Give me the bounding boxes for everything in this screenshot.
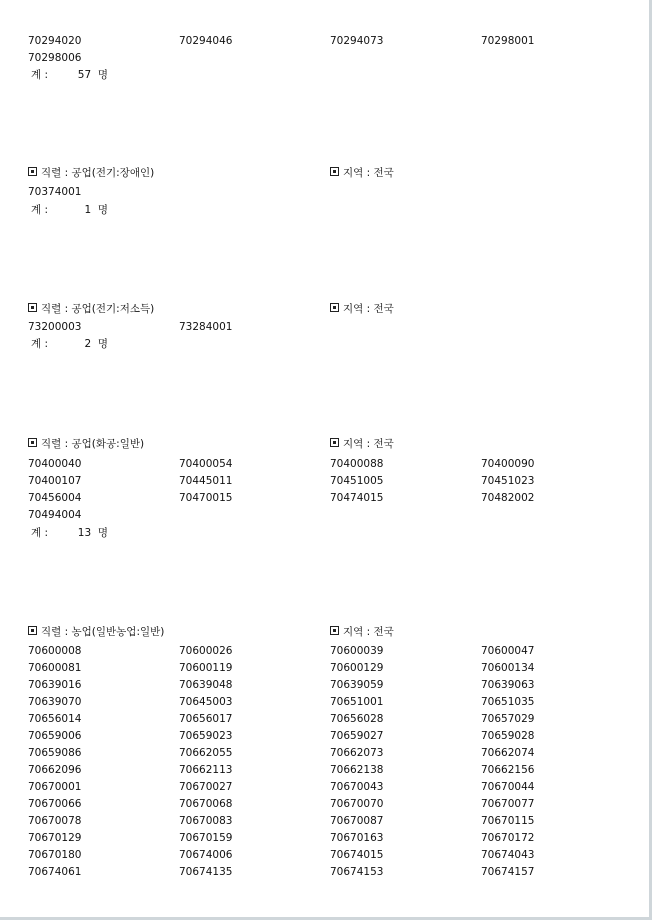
total-count: 2 명 [84, 338, 108, 350]
applicant-id: 70670129 [28, 832, 82, 844]
applicant-id: 70670044 [481, 781, 535, 793]
applicant-id: 70400054 [179, 458, 233, 470]
applicant-id: 70670087 [330, 815, 384, 827]
square-bullet-icon [330, 167, 339, 176]
applicant-id: 70400107 [28, 475, 82, 487]
applicant-id: 70670159 [179, 832, 233, 844]
applicant-id: 70451023 [481, 475, 535, 487]
square-bullet-icon [28, 167, 37, 176]
applicant-id: 70600129 [330, 662, 384, 674]
applicant-id: 70294046 [179, 35, 233, 47]
applicant-id: 70662113 [179, 764, 233, 776]
applicant-id: 70639016 [28, 679, 82, 691]
applicant-id: 70639059 [330, 679, 384, 691]
applicant-id: 73284001 [179, 321, 233, 333]
applicant-id: 70639070 [28, 696, 82, 708]
applicant-id: 70651035 [481, 696, 535, 708]
id-list [28, 33, 608, 67]
applicant-id: 70674061 [28, 866, 82, 878]
total-row [28, 67, 608, 84]
section-header [28, 165, 608, 181]
job-label: 직렬 : 공업(전기:저소득) [28, 301, 154, 317]
applicant-id: 70656017 [179, 713, 233, 725]
applicant-id: 70600047 [481, 645, 535, 657]
square-bullet-icon [28, 626, 37, 635]
job-label: 직렬 : 농업(일반농업:일반) [28, 624, 164, 640]
applicant-id: 70657029 [481, 713, 535, 725]
applicant-id: 70662096 [28, 764, 82, 776]
applicant-id: 70294073 [330, 35, 384, 47]
applicant-id: 70600119 [179, 662, 233, 674]
id-list [28, 643, 608, 881]
total-row [28, 202, 608, 219]
applicant-id: 70662156 [481, 764, 535, 776]
applicant-id: 70662055 [179, 747, 233, 759]
applicant-id: 70470015 [179, 492, 233, 504]
applicant-id: 70670001 [28, 781, 82, 793]
applicant-id: 70600026 [179, 645, 233, 657]
section-electric-lowincome [28, 301, 608, 353]
applicant-id: 70659028 [481, 730, 535, 742]
region-label: 지역 : 전국 [330, 436, 394, 452]
total-label: 계 : [31, 338, 49, 350]
applicant-id: 70670077 [481, 798, 535, 810]
applicant-id: 73200003 [28, 321, 82, 333]
applicant-id: 70494004 [28, 509, 82, 521]
applicant-id: 70659086 [28, 747, 82, 759]
region-label: 지역 : 전국 [330, 301, 394, 317]
applicant-id: 70639048 [179, 679, 233, 691]
applicant-id: 70670078 [28, 815, 82, 827]
applicant-id: 70659023 [179, 730, 233, 742]
applicant-id: 70674015 [330, 849, 384, 861]
applicant-id: 70674043 [481, 849, 535, 861]
applicant-id: 70298001 [481, 35, 535, 47]
applicant-id: 70298006 [28, 52, 82, 64]
applicant-id: 70674153 [330, 866, 384, 878]
applicant-id: 70670043 [330, 781, 384, 793]
applicant-id: 70400088 [330, 458, 384, 470]
id-list [28, 184, 608, 201]
total-row [28, 525, 608, 542]
applicant-id: 70659006 [28, 730, 82, 742]
applicant-id: 70600134 [481, 662, 535, 674]
total-label: 계 : [31, 204, 49, 216]
applicant-id: 70482002 [481, 492, 535, 504]
applicant-id: 70670068 [179, 798, 233, 810]
section-header [28, 436, 608, 452]
applicant-id: 70456004 [28, 492, 82, 504]
applicant-id: 70294020 [28, 35, 82, 47]
square-bullet-icon [330, 626, 339, 635]
section-header [28, 301, 608, 317]
applicant-id: 70374001 [28, 186, 82, 198]
applicant-id: 70600039 [330, 645, 384, 657]
applicant-id: 70674157 [481, 866, 535, 878]
applicant-id: 70656014 [28, 713, 82, 725]
applicant-id: 70670083 [179, 815, 233, 827]
job-label: 직렬 : 공업(전기:장애인) [28, 165, 154, 181]
applicant-id: 70674135 [179, 866, 233, 878]
applicant-id: 70670180 [28, 849, 82, 861]
applicant-id: 70659027 [330, 730, 384, 742]
applicant-id: 70670115 [481, 815, 535, 827]
applicant-id: 70451005 [330, 475, 384, 487]
total-count: 57 명 [77, 69, 108, 81]
applicant-id: 70600008 [28, 645, 82, 657]
applicant-id: 70445011 [179, 475, 233, 487]
square-bullet-icon [28, 438, 37, 447]
applicant-id: 70662073 [330, 747, 384, 759]
job-label: 직렬 : 공업(화공:일반) [28, 436, 144, 452]
applicant-id: 70645003 [179, 696, 233, 708]
applicant-id: 70400040 [28, 458, 82, 470]
section-agriculture-general [28, 624, 608, 881]
applicant-id: 70670027 [179, 781, 233, 793]
applicant-id: 70656028 [330, 713, 384, 725]
id-list [28, 456, 608, 524]
total-label: 계 : [31, 527, 49, 539]
applicant-id: 70670070 [330, 798, 384, 810]
square-bullet-icon [330, 303, 339, 312]
square-bullet-icon [330, 438, 339, 447]
applicant-id: 70662138 [330, 764, 384, 776]
section-electric-disabled [28, 165, 608, 219]
total-row [28, 336, 608, 353]
section-header [28, 624, 608, 640]
total-count: 13 명 [77, 527, 108, 539]
applicant-id: 70670066 [28, 798, 82, 810]
applicant-id: 70639063 [481, 679, 535, 691]
square-bullet-icon [28, 303, 37, 312]
applicant-id: 70651001 [330, 696, 384, 708]
region-label: 지역 : 전국 [330, 624, 394, 640]
region-label: 지역 : 전국 [330, 165, 394, 181]
applicant-id: 70600081 [28, 662, 82, 674]
id-list [28, 319, 608, 336]
total-label: 계 : [31, 69, 49, 81]
applicant-id: 70674006 [179, 849, 233, 861]
applicant-id: 70670163 [330, 832, 384, 844]
applicant-id: 70400090 [481, 458, 535, 470]
section-chemical-general [28, 436, 608, 542]
applicant-id: 70670172 [481, 832, 535, 844]
total-count: 1 명 [84, 204, 108, 216]
applicant-id: 70662074 [481, 747, 535, 759]
section-continuation [28, 33, 608, 84]
applicant-id: 70474015 [330, 492, 384, 504]
